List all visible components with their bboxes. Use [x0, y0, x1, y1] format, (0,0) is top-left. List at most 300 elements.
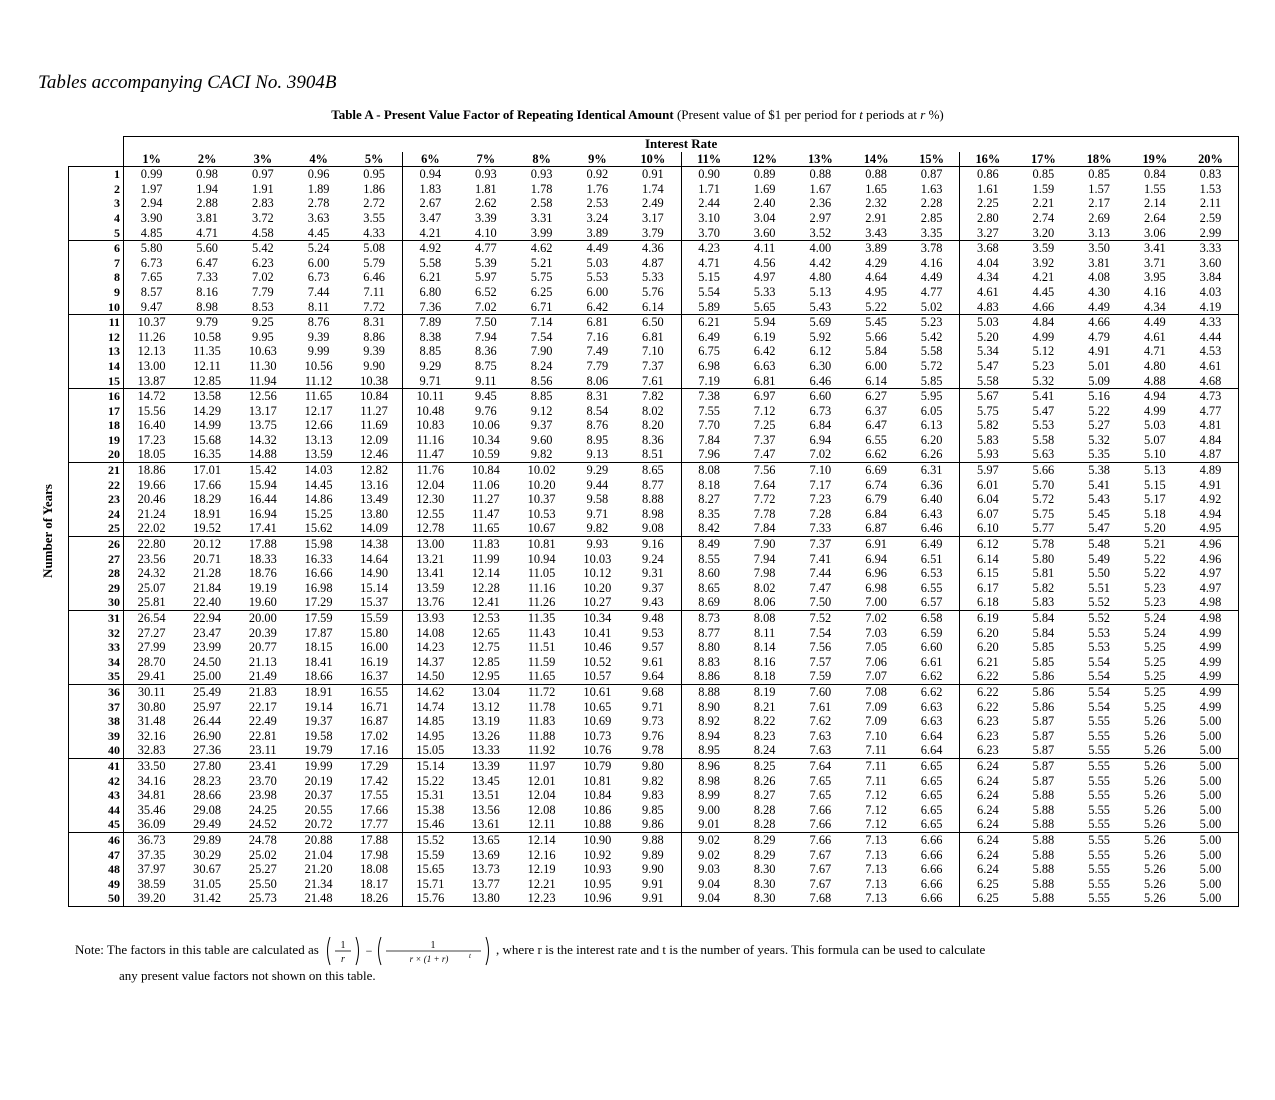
factor-cell: 7.67: [809, 847, 832, 862]
factor-cell: 10.94: [527, 551, 556, 566]
factor-cell: 7.98: [753, 566, 776, 581]
factor-cell: 10.53: [527, 506, 556, 521]
rate-header-cell: 7%: [458, 152, 514, 167]
factor-cell: 10.96: [570, 891, 626, 906]
factor-cell: 6.15: [960, 566, 1016, 581]
factor-cell: 6.23: [960, 743, 1016, 758]
factor-cell: 3.31: [530, 210, 553, 225]
factor-cell: 12.14: [527, 832, 556, 847]
factor-cell: 4.49: [1144, 315, 1166, 330]
factor-cell: 7.12: [865, 802, 887, 817]
factor-cell: 4.19: [1183, 300, 1239, 315]
factor-cell: 4.97: [1183, 566, 1239, 581]
factor-cell: 6.25: [530, 284, 553, 299]
factor-cell: 7.06: [865, 654, 887, 669]
factor-cell: 18.15: [304, 640, 333, 655]
factor-cell: 6.75: [681, 344, 737, 359]
factor-cell: 22.81: [248, 728, 277, 743]
table-row: [69, 507, 1239, 522]
year-cell: 32: [69, 626, 124, 641]
factor-cell: 6.46: [793, 374, 849, 389]
formula-right-den: r × (1 + r): [409, 954, 449, 964]
factor-cell: 0.93: [475, 167, 497, 182]
factor-cell: 7.44: [809, 566, 832, 581]
factor-cell: 6.62: [904, 669, 960, 684]
factor-cell: 19.19: [248, 580, 277, 595]
factor-cell: 14.50: [402, 669, 458, 684]
factor-cell: 5.00: [1183, 877, 1239, 892]
factor-cell: 5.08: [363, 241, 385, 256]
factor-cell: 9.95: [252, 329, 274, 344]
table-row: [69, 729, 1239, 744]
factor-cell: 11.26: [514, 595, 570, 610]
factor-cell: 9.89: [642, 847, 664, 862]
factor-cell: 6.55: [865, 432, 887, 447]
factor-cell: 10.69: [583, 714, 612, 729]
factor-cell: 5.26: [1144, 876, 1166, 891]
factor-cell: 5.83: [1016, 595, 1072, 610]
caption-pre: (Present value of $1 per period for: [673, 107, 860, 122]
year-cell: 25: [69, 521, 124, 536]
factor-cell: 20.12: [193, 537, 222, 552]
factor-cell: 5.12: [1032, 344, 1055, 359]
factor-cell: 14.62: [402, 684, 458, 699]
factor-cell: 5.32: [1088, 432, 1110, 447]
factor-cell: 5.87: [1032, 773, 1055, 788]
factor-cell: 7.72: [753, 492, 776, 507]
factor-cell: 5.66: [865, 329, 887, 344]
factor-cell: 4.71: [681, 256, 737, 271]
table-row: [69, 300, 1239, 315]
factor-cell: 10.20: [527, 477, 556, 492]
year-cell: 7: [69, 256, 124, 271]
factor-cell: 1.63: [920, 181, 943, 196]
factor-cell: 17.41: [235, 521, 291, 536]
factor-cell: 9.80: [642, 758, 664, 773]
factor-cell: 5.58: [960, 374, 1016, 389]
factor-cell: 6.47: [865, 418, 887, 433]
factor-cell: 0.85: [1032, 167, 1055, 182]
factor-cell: 10.84: [360, 389, 389, 404]
factor-cell: 6.64: [904, 743, 960, 758]
factor-cell: 12.01: [527, 773, 556, 788]
factor-cell: 3.84: [1183, 270, 1239, 285]
factor-cell: 8.49: [681, 537, 737, 552]
factor-cell: 8.20: [642, 418, 664, 433]
factor-cell: 5.24: [307, 241, 330, 256]
factor-cell: 4.45: [1032, 284, 1055, 299]
factor-cell: 7.36: [402, 300, 458, 315]
factor-cell: 22.40: [179, 595, 235, 610]
factor-cell: 5.76: [642, 284, 664, 299]
table-row: [69, 891, 1239, 906]
factor-cell: 0.83: [1183, 167, 1239, 182]
factor-cell: 21.49: [235, 669, 291, 684]
year-cell: 45: [69, 817, 124, 832]
factor-cell: 7.66: [809, 832, 832, 847]
factor-cell: 3.90: [124, 211, 180, 226]
factor-cell: 5.49: [1088, 551, 1110, 566]
factor-cell: 12.23: [514, 891, 570, 906]
factor-cell: 10.27: [570, 595, 626, 610]
factor-cell: 6.96: [865, 566, 887, 581]
table-row: [69, 285, 1239, 300]
factor-cell: 14.88: [235, 447, 291, 462]
factor-cell: 5.47: [1071, 521, 1127, 536]
table-row: [69, 241, 1239, 256]
factor-cell: 3.71: [1144, 255, 1166, 270]
factor-cell: 7.10: [642, 344, 664, 359]
year-cell: 5: [69, 226, 124, 241]
factor-cell: 7.33: [793, 521, 849, 536]
corner-cell-2: [69, 152, 124, 167]
factor-cell: 5.55: [1088, 714, 1110, 729]
factor-cell: 24.32: [124, 566, 180, 581]
factor-cell: 5.84: [1032, 611, 1055, 625]
factor-cell: 7.12: [848, 817, 904, 832]
factor-cell: 7.02: [252, 270, 274, 285]
factor-cell: 7.44: [307, 284, 330, 299]
factor-cell: 7.03: [865, 625, 887, 640]
factor-cell: 1.89: [307, 181, 330, 196]
factor-cell: 5.15: [681, 270, 737, 285]
factor-cell: 5.18: [1144, 506, 1166, 521]
factor-cell: 5.22: [1144, 551, 1166, 566]
factor-cell: 5.00: [1183, 848, 1239, 863]
factor-cell: 5.88: [1016, 817, 1072, 832]
rate-header-row: [69, 152, 1239, 167]
factor-cell: 2.97: [809, 210, 832, 225]
factor-cell: 7.41: [809, 551, 832, 566]
factor-cell: 7.17: [809, 477, 832, 492]
factor-cell: 5.22: [1088, 403, 1110, 418]
factor-cell: 1.65: [865, 181, 887, 196]
factor-cell: 4.08: [1088, 270, 1110, 285]
year-cell: 14: [69, 359, 124, 374]
factor-cell: 5.00: [1183, 862, 1239, 877]
factor-cell: 17.02: [360, 728, 389, 743]
factor-cell: 9.82: [514, 447, 570, 462]
factor-cell: 8.36: [642, 432, 664, 447]
factor-cell: 2.78: [307, 196, 330, 211]
rate-header-cell: 13%: [793, 152, 849, 167]
factor-cell: 4.49: [586, 241, 609, 256]
factor-cell: 4.71: [179, 226, 235, 241]
factor-cell: 8.86: [363, 329, 385, 344]
factor-cell: 4.03: [1183, 285, 1239, 300]
factor-cell: 28.23: [193, 773, 222, 788]
table-row: [69, 832, 1239, 847]
formula-exp: t: [469, 952, 471, 960]
factor-cell: 8.54: [586, 403, 609, 418]
factor-cell: 20.55: [304, 802, 333, 817]
factor-cell: 6.00: [586, 284, 609, 299]
factor-cell: 7.02: [793, 447, 849, 462]
factor-cell: 6.24: [960, 774, 1016, 789]
factor-cell: 17.29: [291, 595, 347, 610]
factor-cell: 6.46: [904, 521, 960, 536]
factor-cell: 9.57: [642, 640, 664, 655]
factor-cell: 4.96: [1183, 552, 1239, 567]
factor-cell: 4.61: [960, 285, 1016, 300]
factor-cell: 20.37: [304, 788, 333, 803]
factor-cell: 2.67: [402, 196, 458, 211]
factor-cell: 15.62: [291, 521, 347, 536]
factor-cell: 6.65: [920, 802, 943, 817]
factor-cell: 3.17: [642, 210, 664, 225]
table-row: [69, 389, 1239, 404]
factor-cell: 8.85: [402, 344, 458, 359]
factor-cell: 5.22: [848, 300, 904, 315]
factor-cell: 1.86: [363, 181, 385, 196]
factor-cell: 16.94: [248, 506, 277, 521]
factor-cell: 5.23: [1127, 595, 1183, 610]
table-row: [69, 595, 1239, 610]
factor-cell: 5.82: [960, 418, 1016, 433]
factor-cell: 23.56: [124, 552, 180, 567]
factor-cell: 5.55: [1088, 788, 1110, 803]
factor-cell: 7.37: [809, 537, 832, 552]
factor-cell: 21.20: [304, 862, 333, 877]
factor-cell: 4.92: [402, 241, 458, 256]
factor-cell: 5.20: [1127, 521, 1183, 536]
factor-cell: 15.05: [402, 743, 458, 758]
factor-cell: 6.98: [681, 359, 737, 374]
year-cell: 1: [69, 167, 124, 182]
factor-cell: 7.50: [475, 315, 497, 330]
table-row: [69, 226, 1239, 241]
factor-cell: 6.49: [681, 330, 737, 345]
factor-cell: 5.80: [1032, 551, 1055, 566]
factor-cell: 6.23: [960, 729, 1016, 744]
factor-cell: 8.55: [681, 552, 737, 567]
factor-cell: 11.12: [291, 374, 347, 389]
factor-cell: 8.38: [402, 330, 458, 345]
factor-cell: 7.13: [865, 847, 887, 862]
factor-cell: 4.49: [920, 270, 943, 285]
factor-cell: 11.78: [527, 699, 556, 714]
factor-cell: 6.59: [920, 625, 943, 640]
factor-cell: 6.23: [960, 714, 1016, 729]
year-cell: 16: [69, 389, 124, 404]
factor-cell: 4.00: [809, 241, 832, 256]
factor-cell: 6.47: [196, 255, 218, 270]
factor-cell: 3.92: [1032, 255, 1055, 270]
factor-cell: 11.05: [527, 566, 556, 581]
factor-cell: 8.92: [681, 714, 737, 729]
factor-cell: 6.84: [809, 418, 832, 433]
year-cell: 12: [69, 330, 124, 345]
factor-cell: 9.00: [681, 803, 737, 818]
factor-cell: 5.75: [960, 404, 1016, 419]
factor-cell: 8.08: [753, 611, 776, 625]
factor-cell: 5.53: [1032, 418, 1055, 433]
factor-cell: 20.72: [291, 817, 347, 832]
formula-minus: −: [365, 944, 373, 958]
factor-cell: 8.26: [753, 773, 776, 788]
factor-cell: 4.92: [1183, 492, 1239, 507]
factor-cell: 13.49: [360, 492, 389, 507]
factor-cell: 2.62: [475, 196, 497, 211]
factor-cell: 14.95: [402, 729, 458, 744]
factor-cell: 5.24: [1144, 611, 1166, 625]
table-row: [69, 182, 1239, 197]
factor-cell: 7.38: [681, 389, 737, 404]
factor-cell: 34.16: [124, 774, 180, 789]
factor-cell: 5.00: [1183, 817, 1239, 832]
factor-cell: 5.43: [793, 300, 849, 315]
factor-cell: 22.49: [248, 714, 277, 729]
factor-cell: 5.32: [1016, 374, 1072, 389]
factor-cell: 10.11: [402, 389, 458, 404]
factor-cell: 6.19: [753, 329, 776, 344]
factor-cell: 12.55: [402, 507, 458, 522]
factor-cell: 8.53: [235, 300, 291, 315]
factor-cell: 31.42: [179, 891, 235, 906]
factor-cell: 10.02: [527, 463, 556, 478]
factor-cell: 18.86: [124, 463, 180, 478]
factor-cell: 4.53: [1183, 344, 1239, 359]
factor-cell: 27.99: [124, 640, 180, 655]
factor-cell: 15.80: [360, 625, 389, 640]
factor-cell: 3.47: [402, 211, 458, 226]
factor-cell: 5.26: [1144, 847, 1166, 862]
table-row: [69, 743, 1239, 758]
factor-cell: 34.81: [124, 788, 180, 803]
note-prefix: Note: The factors in this table are calculated as: [75, 941, 319, 957]
factor-cell: 3.59: [1032, 241, 1055, 256]
factor-cell: 12.85: [471, 654, 500, 669]
factor-cell: 4.21: [402, 226, 458, 241]
factor-cell: 5.88: [1032, 832, 1055, 847]
factor-cell: 8.69: [681, 595, 737, 610]
factor-cell: 18.91: [193, 506, 222, 521]
super-header-row: [69, 137, 1239, 152]
factor-cell: 14.23: [402, 640, 458, 655]
table-row: [69, 803, 1239, 818]
factor-cell: 9.88: [642, 832, 664, 847]
factor-cell: 5.88: [1032, 862, 1055, 877]
rate-header-cell: 6%: [402, 152, 458, 167]
factor-cell: 10.03: [583, 551, 612, 566]
factor-cell: 5.60: [196, 241, 218, 256]
factor-cell: 13.51: [471, 788, 500, 803]
factor-cell: 9.73: [642, 714, 664, 729]
factor-cell: 21.48: [291, 891, 347, 906]
factor-cell: 17.98: [360, 847, 389, 862]
factor-cell: 9.78: [625, 743, 681, 758]
factor-cell: 6.24: [960, 788, 1016, 803]
factor-cell: 9.29: [402, 359, 458, 374]
factor-cell: 5.72: [1032, 492, 1055, 507]
table-row: [69, 463, 1239, 478]
table-row: [69, 256, 1239, 271]
factor-cell: 5.42: [920, 329, 943, 344]
factor-cell: 4.64: [865, 270, 887, 285]
year-cell: 49: [69, 877, 124, 892]
factor-cell: 17.88: [248, 537, 277, 552]
factor-cell: 5.55: [1071, 891, 1127, 906]
factor-cell: 7.16: [586, 329, 609, 344]
rate-header-cell: 12%: [737, 152, 793, 167]
factor-cell: 6.20: [960, 640, 1016, 655]
factor-cell: 5.00: [1183, 758, 1239, 773]
factor-cell: 18.29: [193, 492, 222, 507]
factor-cell: 1.71: [681, 182, 737, 197]
present-value-table: [68, 136, 1239, 907]
factor-cell: 11.83: [527, 714, 556, 729]
factor-cell: 4.66: [1016, 300, 1072, 315]
caption-post: %): [925, 107, 944, 122]
factor-cell: 8.57: [124, 285, 180, 300]
factor-cell: 10.20: [583, 580, 612, 595]
factor-cell: 5.22: [1144, 566, 1166, 581]
table-row: [69, 684, 1239, 699]
factor-cell: 7.70: [681, 418, 737, 433]
factor-cell: 16.19: [360, 654, 389, 669]
factor-cell: 0.98: [196, 167, 218, 182]
factor-cell: 5.00: [1183, 743, 1239, 758]
factor-cell: 11.16: [527, 580, 556, 595]
factor-cell: 6.14: [848, 374, 904, 389]
factor-cell: 6.23: [252, 255, 274, 270]
factor-cell: 21.84: [193, 580, 222, 595]
factor-cell: 9.76: [475, 403, 497, 418]
factor-cell: 13.19: [471, 714, 500, 729]
factor-cell: 15.68: [193, 432, 222, 447]
factor-cell: 10.93: [583, 862, 612, 877]
factor-cell: 11.27: [360, 403, 388, 418]
factor-cell: 6.19: [960, 611, 1016, 626]
factor-cell: 4.95: [1183, 521, 1239, 536]
factor-cell: 5.07: [1144, 432, 1166, 447]
factor-cell: 5.21: [1144, 537, 1166, 552]
factor-cell: 10.79: [583, 758, 612, 773]
factor-cell: 20.19: [304, 773, 333, 788]
factor-cell: 7.65: [809, 788, 832, 803]
factor-cell: 16.55: [360, 684, 389, 699]
factor-cell: 21.04: [304, 847, 333, 862]
factor-cell: 11.30: [249, 358, 277, 373]
factor-cell: 12.16: [527, 847, 556, 862]
factor-cell: 14.74: [402, 700, 458, 715]
factor-cell: 5.80: [124, 241, 180, 256]
factor-cell: 4.83: [960, 300, 1016, 315]
factor-cell: 23.99: [193, 640, 222, 655]
factor-cell: 7.11: [865, 773, 887, 788]
factor-cell: 11.35: [527, 611, 556, 625]
factor-cell: 5.43: [1088, 492, 1110, 507]
factor-cell: 5.81: [1032, 566, 1055, 581]
factor-cell: 4.99: [1183, 655, 1239, 670]
factor-cell: 19.99: [304, 758, 333, 773]
factor-cell: 5.01: [1088, 358, 1110, 373]
factor-cell: 5.00: [1183, 788, 1239, 803]
factor-cell: 6.30: [809, 358, 832, 373]
factor-cell: 22.94: [193, 611, 222, 625]
factor-cell: 4.80: [1144, 358, 1166, 373]
factor-cell: 4.11: [754, 241, 776, 256]
factor-cell: 5.92: [809, 329, 832, 344]
rate-header-cell: 1%: [124, 152, 180, 167]
table-row: [69, 774, 1239, 789]
factor-cell: 4.99: [1183, 669, 1239, 684]
factor-cell: 4.61: [1183, 359, 1239, 374]
factor-cell: 2.64: [1144, 210, 1166, 225]
factor-cell: 9.82: [642, 773, 664, 788]
factor-cell: 5.93: [960, 447, 1016, 462]
factor-cell: 6.80: [402, 285, 458, 300]
